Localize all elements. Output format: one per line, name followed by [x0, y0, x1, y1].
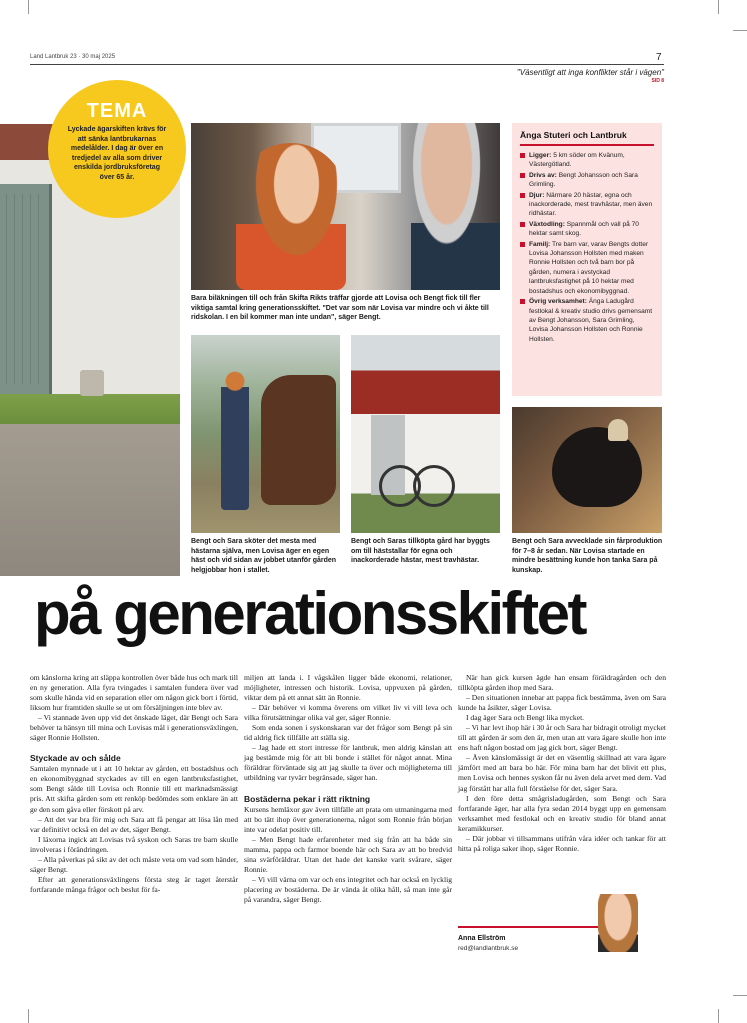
- crop-mark: [718, 1009, 719, 1023]
- fact-label: Växtodling:: [529, 220, 565, 228]
- article-paragraph: – Vi vill värna om var och ens integritet och har också en lycklig placering av bostäderna. De är vända åt olika håll, så man inte går på varandra, säger Bengt.: [244, 874, 452, 904]
- fact-item: [520, 220, 654, 239]
- fact-text: Bengt Johansson och Sara Grimling.: [529, 171, 638, 189]
- pull-quote: "Väsentligt att inga konflikter står i vägen": [516, 68, 664, 77]
- article-paragraph: – Där behöver vi komma överens om vilket liv vi vill leva och vilka förutsättningar olika val ger, säger Ronnie.: [244, 703, 452, 723]
- article-paragraph: I dag äger Sara och Bengt lika mycket.: [466, 713, 585, 723]
- fact-item: [520, 297, 654, 344]
- author-avatar: [598, 894, 638, 952]
- fact-item: [520, 171, 654, 190]
- fact-label: Familj:: [529, 240, 551, 248]
- stable-photo: [351, 335, 500, 533]
- tema-badge: [48, 80, 186, 218]
- article-paragraph: – Jag hade ett stort intresse för lantbruk, men aldrig känslan att jag bestämde mig för att bli bonde i stället för något annat. Mina föräldrar förväntade sig att jag skulle ta över och möjligheterna till utbildning var tyvärr begränsade, säger han.: [244, 743, 452, 783]
- article-column-3: [458, 673, 666, 854]
- page-reference: SID 8: [651, 78, 664, 84]
- article-paragraph: – Vi har levt ihop här i 30 år och Sara har bidragit otroligt mycket till att gården är som den är, men utan att vara ägare skulle hon inte ens haft någon bostad om jag gick bort, säger Bengt.: [458, 723, 666, 753]
- article-paragraph: om känslorna kring att släppa kontrollen över både hus och mark till en ny generation. Alla fyra tvingades i samtalen fundera över vad som skulle hända vid en separation eller om någon gick bort i förtid, liksom hur framtiden skulle se ut om försäljningen inte blev av.: [30, 673, 238, 713]
- article-paragraph: – Vi stannade även upp vid det önskade läget, där Bengt och Sara behöver ta hänsyn till mina och Lovisas mål i generationsväxlingen, säger Ronnie Hollsten.: [30, 713, 238, 743]
- article-paragraph: Kursens hemläxor gav även tillfälle att prata om utmaningarna med att bo tätt ihop över generationerna, något som Ronnie från början inte var odelat positiv till.: [244, 804, 452, 834]
- fact-label: Drivs av:: [529, 171, 557, 179]
- sheep-horn: [608, 419, 628, 441]
- sheep-photo: [512, 407, 662, 533]
- publication-info: Land Lantbruk 23 · 30 maj 2025: [30, 54, 116, 60]
- header-rule: [30, 64, 664, 65]
- tema-title: TEMA: [86, 100, 148, 122]
- fact-text: Spannmål och vall på 70 hektar samt skog.: [529, 220, 639, 238]
- article-paragraph: – Den situationen innebar att pappa fick bestämma, även om Sara kunde ha åsikter, säger Lovisa.: [458, 693, 666, 713]
- crop-mark: [28, 0, 29, 14]
- woman-figure: [236, 143, 346, 290]
- fact-item: [520, 151, 654, 170]
- fact-label: Ligger:: [529, 152, 552, 159]
- crop-mark: [718, 0, 719, 14]
- fact-box: [512, 123, 662, 396]
- caption-sheep: Bengt och Sara avvecklade sin fårproduktion för 7–8 år sedan. När Lovisa startade en mindre besättning kunde hon tanka Sara på kunskap.: [512, 538, 663, 574]
- article-paragraph: I läxorna ingick att Lovisas två syskon och Saras tre barn skulle involveras i förändringen.: [30, 834, 238, 854]
- fact-box-title: Änga Stuteri och Lantbruk: [520, 130, 654, 146]
- crop-mark: [733, 995, 747, 996]
- sulky-wheel: [413, 465, 455, 507]
- article-subheading: Styckade av och sålde: [30, 753, 121, 764]
- tema-text: Lyckade ägarskiften krävs för att sänka lantbrukarnas medelålder. I dag är över en tredjedel av alla som driver enskilda jordbruksföretag över 65 år.: [67, 126, 167, 181]
- horse-figure: [261, 375, 336, 505]
- article-paragraph: Som enda sonen i syskonskaran var det frågor som Bengt på sin tid aldrig fick tillfälle att ställa sig.: [244, 723, 452, 743]
- fact-item: [520, 191, 654, 219]
- fact-text: Tre barn var, varav Bengts dotter Lovisa Johansson Hollsten med maken Ronnie Hollsten och två barn bor på gården, numera i avstyckad lantbruksfastighet på 10 hektar med bostadshus och ekonomibyggnad.: [529, 240, 649, 295]
- caption-farm: Bengt och Saras tillköpta gård har byggts om till häststallar för egna och inackorderade hästar, mest travhästar.: [351, 538, 490, 565]
- article-paragraph: Efter att generationsväxlingens första steg är taget återstår fortfarande många frågor och beslut för fa-: [30, 874, 238, 894]
- article-paragraph: I den före detta smågrisladugården, som Bengt och Sara fortfarande äger, har alla fyra sedan 2014 byggt upp en gemensam verksamhet med festlokal och en kreativ studio för bland annat keramikkurser.: [458, 793, 666, 833]
- article-paragraph: – Alla påverkas på sikt av det och måste veta om vad som händer, säger Bengt.: [30, 854, 238, 874]
- caption-horses: Bengt och Sara sköter det mesta med hästarna själva, men Lovisa äger en egen häst och vid sidan av jobbet utanför gården helgjobbar hon i stallet.: [191, 538, 337, 574]
- fact-label: Djur:: [529, 191, 545, 199]
- plant-pot: [80, 370, 104, 396]
- crop-mark: [733, 30, 747, 31]
- sheep-figure: [552, 427, 642, 507]
- man-figure: [411, 123, 500, 290]
- crop-mark: [28, 1009, 29, 1023]
- article-subheading: Bostäderna pekar i rätt riktning: [244, 793, 371, 804]
- author-name: Anna Ellström: [458, 935, 506, 942]
- article-paragraph: – Där jobbar vi tillsammans utifrån våra idéer och tankar för att hitta på roliga saker ihop, säger Ronnie.: [458, 833, 666, 853]
- caption-main: Bara biläkningen till och från Skifta Rikts träffar gjorde att Lovisa och Bengt fick till fler viktiga samtal kring generationsskiftet. "Det var som när Lovisa var mindre och vi åkte till ridskolan. I en bil kommer man inte undan", säger Bengt.: [191, 295, 489, 322]
- main-photo-lovisa-bengt: [191, 123, 500, 290]
- article-paragraph: miljen att landa i. I vågskålen ligger både ekonomi, relationer, möjligheter, intressen och historik. Lovisa, uppvuxen på gården, viktar dem på ett annat sätt än Ronnie.: [244, 673, 452, 703]
- horse-photo: [191, 335, 340, 533]
- woman-figure: [221, 370, 249, 510]
- article-paragraph: När han gick kursen ägde han ensam föräldragården och den tillköpta gården ihop med Sara.: [458, 673, 666, 693]
- fact-text: Närmare 20 hästar, egna och inackorderade, mest travhästar, men även ridhästar.: [529, 191, 653, 218]
- author-email[interactable]: red@landlantbruk.se: [458, 945, 519, 952]
- article-column-2: [244, 673, 452, 905]
- barn-door: [0, 184, 52, 394]
- article-column-1: [30, 673, 238, 895]
- page-number: 7: [656, 52, 662, 63]
- fact-text: 5 km söder om Kvänum, Västergötland.: [529, 152, 625, 169]
- article-paragraph: – Att det var bra för mig och Sara att få pengar att lösa lån med var definitivt också en del av det, säger Bengt.: [30, 814, 238, 834]
- article-paragraph: – Även känslomässigt är det en väsentlig skillnad att vara ägare jämfört med att bara bo här. För mina barn har det blivit ett plus, men Lovisa och hennes syskon får nu även dela arvet med dem. Vad jag förstått har alla full förståelse för det, säger Sara.: [458, 753, 666, 793]
- fact-item: [520, 240, 654, 296]
- headline: på generationsskiftet: [34, 580, 585, 647]
- article-paragraph: – Men Bengt hade erfarenheter med sig från att ha både sin mamma, pappa och farmor boende här och Sara av att bo bredvid sina svärföräldrar. Utan det hade det kanske varit svårare, säger Ronnie.: [244, 834, 452, 874]
- fact-text: Änga Ladugård festlokal & kreativ studio drivs gemensamt av Bengt Johansson, Sara Grimling, Lovisa Johansson Hollsten och Ronnie Hollsten.: [529, 298, 653, 343]
- fact-label: Övrig verksamhet:: [529, 298, 587, 306]
- article-paragraph: Samtalen mynnade ut i att 10 hektar av gården, ett bostadshus och en ekonomibyggnad styckades av till en egen lantbruksfastighet, som Bengt sålde till Lovisa och Ronnie till ett marknadsmässigt pris. Att skifta gården som ett renköp bedömdes som enklare än att ge den som gåva eller förskott på arv.: [30, 764, 238, 814]
